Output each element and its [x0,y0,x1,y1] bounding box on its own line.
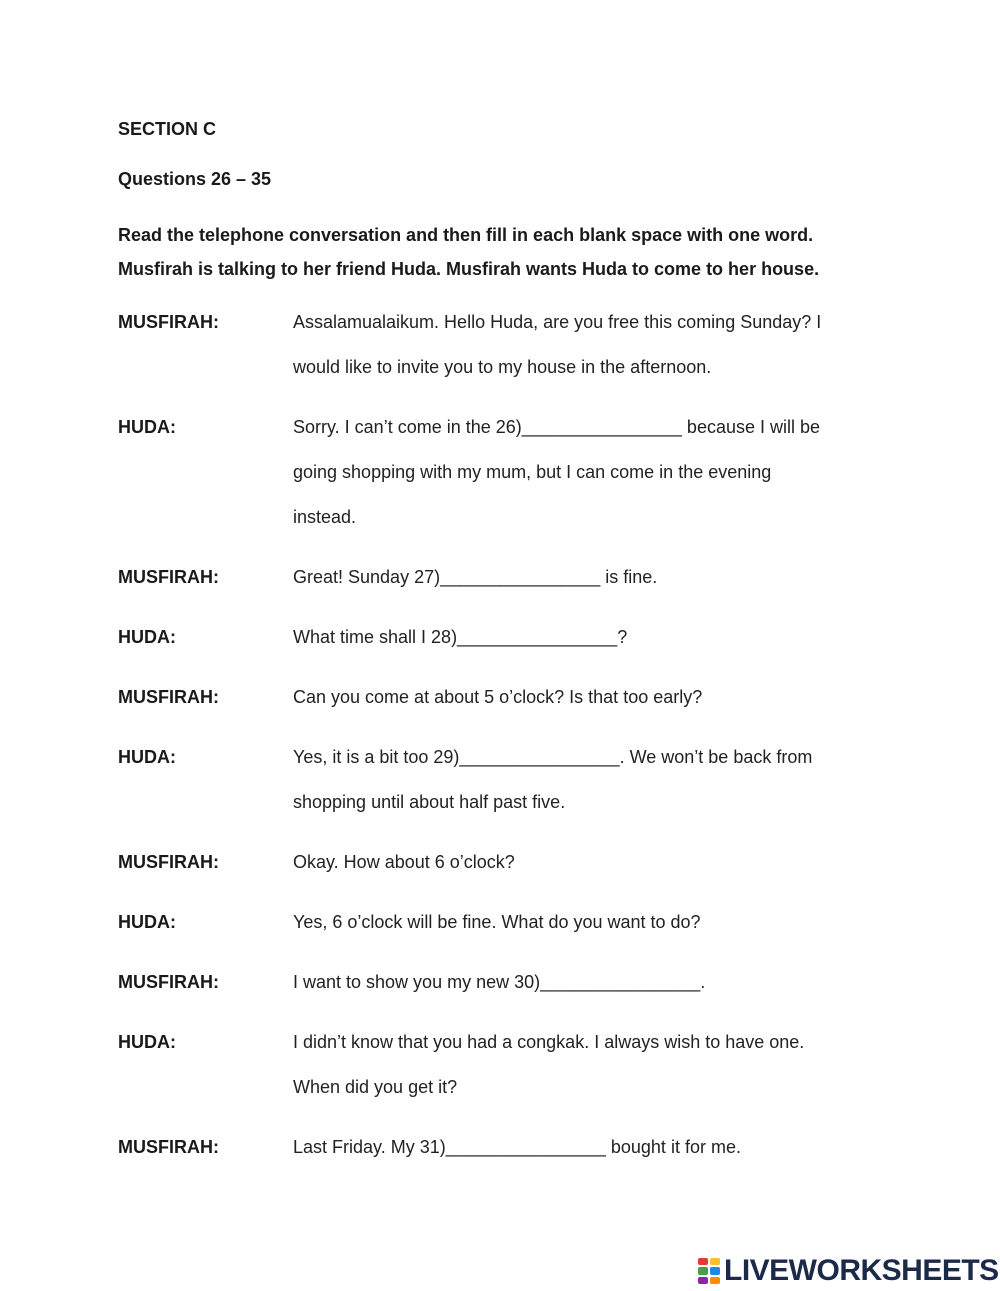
section-title: SECTION C [118,119,217,139]
speech-line: Great! Sunday 27)________________ is fine. [293,567,658,587]
speech-text [293,675,898,720]
speech-line: I didn’t know that you had a congkak. I always wish to have one. [293,1032,805,1052]
speaker-label: MUSFIRAH: [118,567,219,587]
speech-line: Yes, it is a bit too 29)________________. We won’t be back from [293,747,813,767]
logo-text: LIVEWORKSHEETS [724,1254,999,1287]
speaker-label: HUDA: [118,912,176,932]
speech-text [293,1125,898,1170]
speech-line: instead. [293,507,357,527]
logo-square [710,1277,720,1284]
speech-line: Sorry. I can’t come in the 26)________________ because I will be [293,417,821,437]
logo-square [710,1267,720,1274]
speaker-label: HUDA: [118,627,176,647]
speech-line: I want to show you my new 30)________________. [293,972,706,992]
speech-line: Yes, 6 o’clock will be fine. What do you want to do? [293,912,701,932]
dialogue-turn [118,300,898,390]
speaker-label: MUSFIRAH: [118,852,219,872]
dialogue-turn [118,1125,898,1170]
speaker-label: MUSFIRAH: [118,1137,219,1157]
speech-text [293,840,898,885]
speaker-label: HUDA: [118,417,176,437]
speech-text [293,1020,898,1110]
speaker-label: MUSFIRAH: [118,312,219,332]
speech-line: Last Friday. My 31)________________ bought it for me. [293,1137,741,1157]
dialogue-turn [118,615,898,660]
logo-square [698,1267,708,1274]
dialogue-turn [118,1020,898,1110]
dialogue [118,300,898,1170]
dialogue-turn [118,735,898,825]
speech-text [293,615,898,660]
speech-text [293,405,898,540]
dialogue-turn [118,675,898,720]
speech-line: Okay. How about 6 o’clock? [293,852,515,872]
dialogue-turn [118,960,898,1005]
instructions [118,218,898,286]
speech-text [293,555,898,600]
logo-square [698,1258,708,1265]
speech-text [293,900,898,945]
speech-line: What time shall I 28)________________? [293,627,628,647]
speaker-label: MUSFIRAH: [118,687,219,707]
speaker-label: MUSFIRAH: [118,972,219,992]
speech-text [293,735,898,825]
speech-line: Can you come at about 5 o’clock? Is that too early? [293,687,703,707]
logo-icon [698,1258,720,1284]
speech-line: would like to invite you to my house in the afternoon. [293,357,712,377]
worksheet-page [118,118,898,1185]
logo-square [698,1277,708,1284]
speech-text [293,300,898,390]
logo-square [710,1258,720,1265]
speech-line: When did you get it? [293,1077,458,1097]
speech-line: shopping until about half past five. [293,792,566,812]
instruction-line: Read the telephone conversation and then fill in each blank space with one word. [118,225,814,245]
liveworksheets-logo [698,1254,999,1288]
dialogue-turn [118,555,898,600]
speech-text [293,960,898,1005]
speaker-label: HUDA: [118,747,176,767]
speech-line: going shopping with my mum, but I can come in the evening [293,462,772,482]
dialogue-turn [118,840,898,885]
instruction-line: Musfirah is talking to her friend Huda. Musfirah wants Huda to come to her house. [118,259,820,279]
dialogue-turn [118,405,898,540]
dialogue-turn [118,900,898,945]
questions-range: Questions 26 – 35 [118,169,272,189]
speaker-label: HUDA: [118,1032,176,1052]
speech-line: Assalamualaikum. Hello Huda, are you free this coming Sunday? I [293,312,822,332]
